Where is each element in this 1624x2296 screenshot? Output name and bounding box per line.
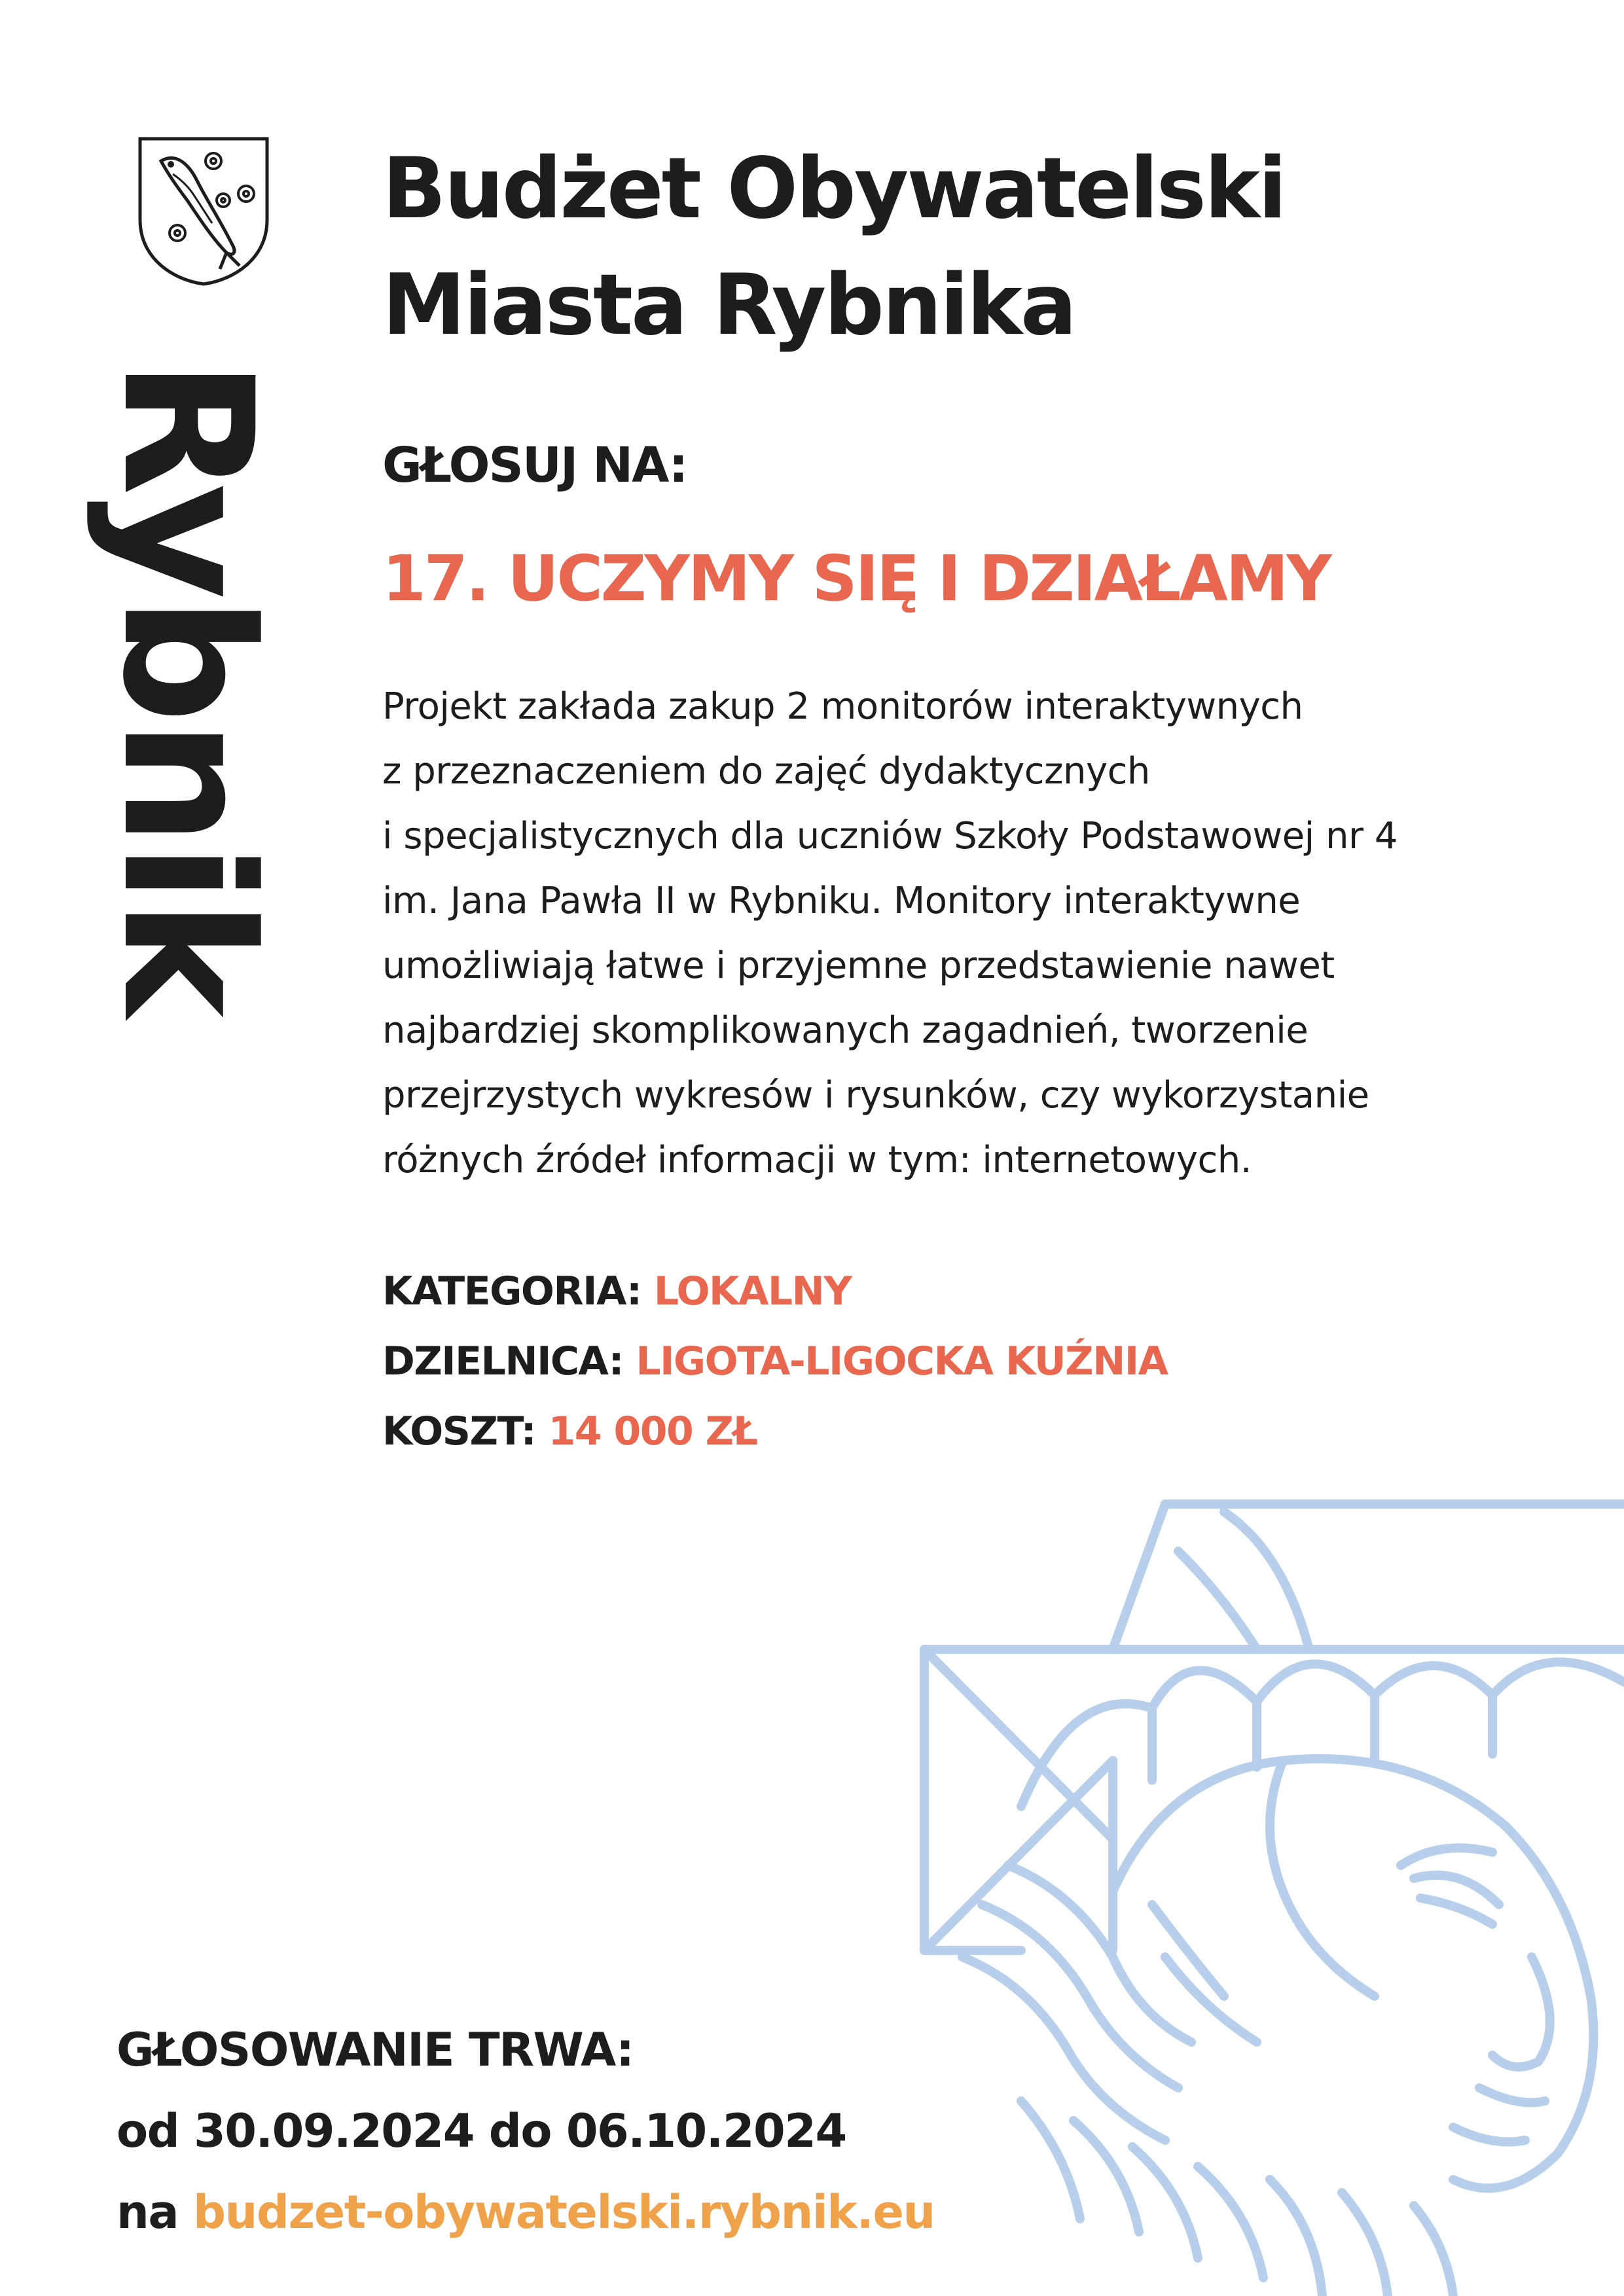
footer-line-2: od 30.09.2024 do 06.10.2024 <box>117 2104 846 2158</box>
voting-period <box>117 2009 935 2253</box>
description-line: różnych źródeł informacji w tym: internetowych. <box>382 1139 1252 1181</box>
side-wordmark-text: Rybnik <box>83 359 290 1014</box>
budget-website-link[interactable]: budzet-obywatelski.rybnik.eu <box>192 2185 935 2239</box>
description-line: im. Jana Pawła II w Rybniku. Monitory interaktywne <box>382 880 1301 922</box>
category-label: KATEGORIA: <box>382 1268 641 1314</box>
description-line: najbardziej skomplikowanych zagadnień, tworzenie <box>382 1009 1308 1052</box>
title-line-2: Miasta Rybnika <box>382 257 1075 354</box>
description-line: z przeznaczeniem do zajęć dydaktycznych <box>382 750 1150 793</box>
description-line: przejrzystych wykresów i rysunków, czy wykorzystanie <box>382 1074 1369 1117</box>
footer-line-1: GŁOSOWANIE TRWA: <box>117 2023 634 2077</box>
category-value: LOKALNY <box>653 1268 852 1314</box>
cost-label: KOSZT: <box>382 1408 536 1454</box>
rybnik-vertical-wordmark <box>83 359 290 1111</box>
cost-row <box>382 1397 1168 1467</box>
vote-label: GŁOSUJ NA: <box>382 437 687 493</box>
page-title <box>382 131 1495 364</box>
watermark-head-illustration <box>916 1499 1624 2296</box>
district-label: DZIELNICA: <box>382 1338 623 1384</box>
title-line-1: Budżet Obywatelski <box>382 140 1285 238</box>
cost-value: 14 000 ZŁ <box>548 1408 757 1454</box>
coat-of-arms-fish-icon <box>135 135 272 287</box>
district-row <box>382 1327 1168 1397</box>
footer-line-3 <box>117 2172 935 2253</box>
project-description <box>382 674 1534 1193</box>
description-line: Projekt zakłada zakup 2 monitorów interaktywnych <box>382 685 1303 728</box>
description-line: i specjalistycznych dla uczniów Szkoły Podstawowej nr 4 <box>382 815 1398 857</box>
project-title: 17. UCZYMY SIĘ I DZIAŁAMY <box>382 542 1330 615</box>
category-row <box>382 1257 1168 1327</box>
district-value: LIGOTA-LIGOCKA KUŹNIA <box>636 1338 1168 1384</box>
project-meta <box>382 1257 1168 1467</box>
description-line: umożliwiają łatwe i przyjemne przedstawienie nawet <box>382 944 1335 987</box>
footer-prefix: na <box>117 2185 193 2239</box>
